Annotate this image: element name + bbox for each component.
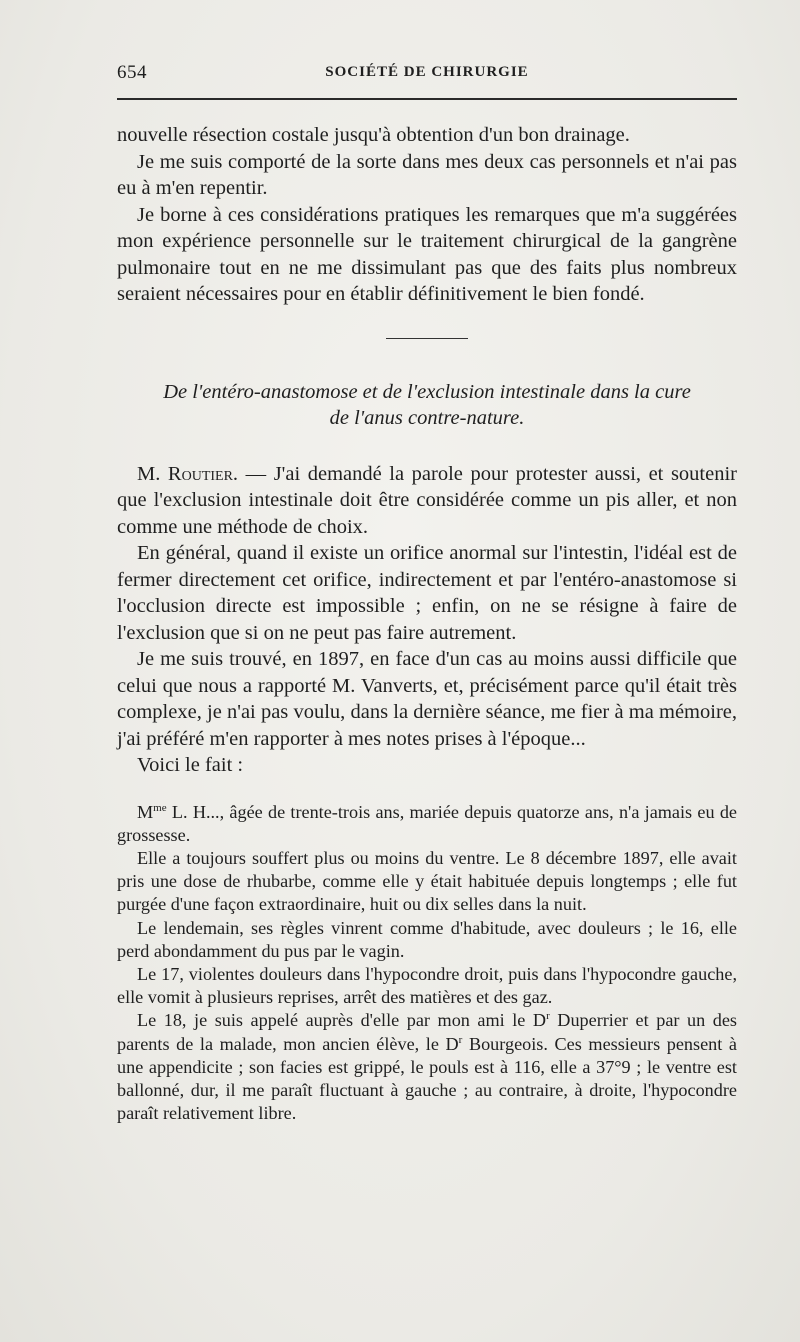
paragraph xyxy=(117,461,737,541)
speaker-name: M. Routier. xyxy=(137,462,239,485)
section-title-line: de l'anus contre-nature. xyxy=(329,406,525,429)
case-report xyxy=(117,801,737,1126)
speech-text: — J'ai demandé la parole pour protester aussi, et soutenir que l'exclusion intestinale doit être considérée comme un pis aller, et non comme une méthode de choix. xyxy=(117,462,737,538)
paragraph: Le lendemain, ses règles vinrent comme d'habitude, avec douleurs ; le 16, elle perd abondamment du pus par le vagin. xyxy=(117,917,737,961)
paragraph: Voici le fait : xyxy=(137,754,244,776)
running-title: SOCIÉTÉ DE CHIRURGIE xyxy=(325,64,529,80)
header-rule xyxy=(117,98,737,100)
paragraph: Je me suis comporté de la sorte dans mes deux cas personnels et n'ai pas eu à m'en repentir. xyxy=(117,150,737,199)
paragraph: En général, quand il existe un orifice anormal sur l'intestin, l'idéal est de fermer directement cet orifice, indirectement et par l'entéro-anastomose si l'occlusion directe est impossible ; enfin, on ne se résigne à faire de l'exclusion que si on ne peut pas faire autrement. xyxy=(117,542,737,644)
speech xyxy=(117,461,737,779)
paragraph: $M^{me}$ L. H..., âgée de trente-trois ans, mariée depuis quatorze ans, n'a jamais eu de grossesse. xyxy=(117,801,737,845)
body-text xyxy=(117,122,737,1125)
intro-paragraphs xyxy=(117,122,737,308)
paragraph: Le 17, violentes douleurs dans l'hypocondre droit, puis dans l'hypocondre gauche, elle vomit à plusieurs reprises, arrêt des matières et des gaz. xyxy=(117,963,737,1008)
page-number: 654 xyxy=(117,62,147,83)
section-separator xyxy=(386,338,468,339)
paragraph: Je me suis trouvé, en 1897, en face d'un cas au moins aussi difficile que celui que nous a rapporté M. Vanverts, et, précisément parce qu'il était très complexe, je n'ai pas voulu, dans la dernière séance, me fier à ma mémoire, j'ai préféré m'en rapporter à mes notes prises à l'époque... xyxy=(117,648,737,750)
paragraph: nouvelle résection costale jusqu'à obtention d'un bon drainage. xyxy=(117,124,630,146)
paragraph: Je borne à ces considérations pratiques les remarques que m'a suggérées mon expérience personnelle sur le traitement chirurgical de la gangrène pulmonaire tout en ne me dissimulant pas que des faits plus nombreux seraient nécessaires pour en établir définitivement le bien fondé. xyxy=(117,203,737,305)
page-header xyxy=(117,62,737,86)
paragraph: Le 18, je suis appelé auprès d'elle par mon ami le $D^r$ Duperrier et par un des parents de la malade, mon ancien élève, le $D^r$ Bourgeois. Ces messieurs pensent à une appendicite ; son facies est grippé, le pouls est à 116, elle a 37°9 ; le ventre est ballonné, dur, il me paraît fluctuant à gauche ; au contraire, à droite, l'hypocondre paraît relativement libre. xyxy=(117,1010,737,1124)
section-title-line: De l'entéro-anastomose et de l'exclusion intestinale dans la cure xyxy=(163,380,691,403)
paragraph: Elle a toujours souffert plus ou moins du ventre. Le 8 décembre 1897, elle avait pris une dose de rhubarbe, comme elle y était habituée depuis longtemps ; elle fut purgée d'une façon extraordinaire, huit ou dix selles dans la nuit. xyxy=(117,847,737,915)
section-title xyxy=(117,379,737,431)
